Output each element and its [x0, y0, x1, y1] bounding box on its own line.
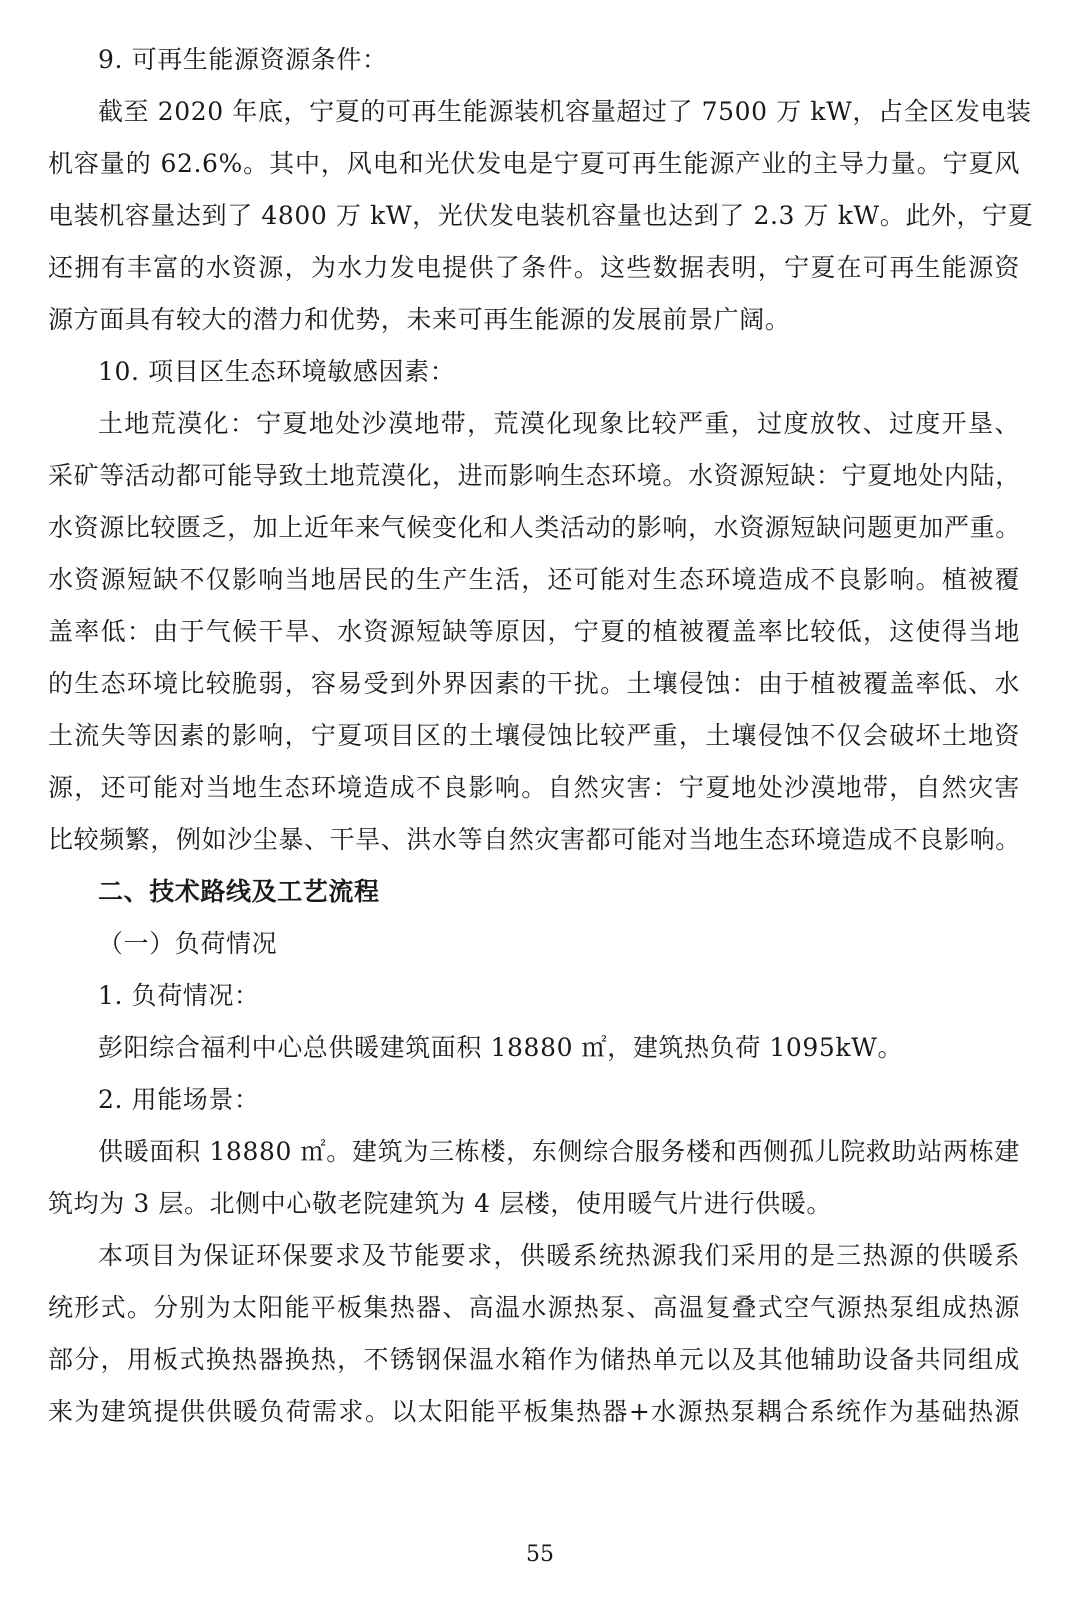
paragraph-line: 比较频繁，例如沙尘暴、干旱、洪水等自然灾害都可能对当地生态环境造成不良影响。	[48, 825, 1021, 854]
paragraph-line: 本项目为保证环保要求及节能要求，供暖系统热源我们采用的是三热源的供暖系	[98, 1241, 1020, 1270]
section-item-1: 1. 负荷情况：	[98, 981, 260, 1010]
paragraph-line: 截至 2020 年底，宁夏的可再生能源装机容量超过了 7500 万 kW，占全区发电装	[98, 97, 1032, 126]
paragraph-line: 来为建筑提供供暖负荷需求。以太阳能平板集热器+水源热泵耦合系统作为基础热源	[48, 1397, 1020, 1426]
subsection-heading: （一）负荷情况	[98, 929, 278, 958]
paragraph-line: 水资源比较匮乏，加上近年来气候变化和人类活动的影响，水资源短缺问题更加严重。	[48, 513, 1021, 542]
paragraph-line: 部分，用板式换热器换热，不锈钢保温水箱作为储热单元以及其他辅助设备共同组成	[48, 1345, 1020, 1374]
paragraph-line: 土地荒漠化：宁夏地处沙漠地带，荒漠化现象比较严重，过度放牧、过度开垦、	[98, 409, 1020, 438]
paragraph-line: 还拥有丰富的水资源，为水力发电提供了条件。这些数据表明，宁夏在可再生能源资	[48, 253, 1020, 282]
paragraph-line: 源，还可能对当地生态环境造成不良影响。自然灾害：宁夏地处沙漠地带，自然灾害	[48, 773, 1020, 802]
paragraph-line: 电装机容量达到了 4800 万 kW，光伏发电装机容量也达到了 2.3 万 kW。此外，宁夏	[48, 201, 1034, 230]
paragraph-line: 土流失等因素的影响，宁夏项目区的土壤侵蚀比较严重，土壤侵蚀不仅会破坏土地资	[48, 721, 1020, 750]
paragraph-line: 的生态环境比较脆弱，容易受到外界因素的干扰。土壤侵蚀：由于植被覆盖率低、水	[48, 669, 1020, 698]
section-item-9: 9. 可再生能源资源条件：	[98, 45, 388, 74]
paragraph-line: 源方面具有较大的潜力和优势，未来可再生能源的发展前景广阔。	[48, 305, 791, 334]
section-item-10: 10. 项目区生态环境敏感因素：	[98, 357, 456, 386]
paragraph-line: 水资源短缺不仅影响当地居民的生产生活，还可能对生态环境造成不良影响。植被覆	[48, 565, 1020, 594]
paragraph-line: 采矿等活动都可能导致土地荒漠化，进而影响生态环境。水资源短缺：宁夏地处内陆，	[48, 461, 1021, 490]
section-heading: 二、技术路线及工艺流程	[98, 877, 380, 906]
section-item-2: 2. 用能场景：	[98, 1085, 260, 1114]
paragraph-line: 筑均为 3 层。北侧中心敬老院建筑为 4 层楼，使用暖气片进行供暖。	[48, 1189, 833, 1218]
page-number: 55	[526, 1542, 554, 1567]
paragraph-line: 彭阳综合福利中心总供暖建筑面积 18880 ㎡，建筑热负荷 1095kW。	[98, 1033, 904, 1062]
paragraph-line: 统形式。分别为太阳能平板集热器、高温水源热泵、高温复叠式空气源热泵组成热源	[48, 1293, 1020, 1322]
paragraph-line: 盖率低：由于气候干旱、水资源短缺等原因，宁夏的植被覆盖率比较低，这使得当地	[48, 617, 1020, 646]
paragraph-line: 供暖面积 18880 ㎡。建筑为三栋楼，东侧综合服务楼和西侧孤儿院救助站两栋建	[98, 1137, 1020, 1166]
paragraph-line: 机容量的 62.6%。其中，风电和光伏发电是宁夏可再生能源产业的主导力量。宁夏风	[48, 149, 1020, 178]
